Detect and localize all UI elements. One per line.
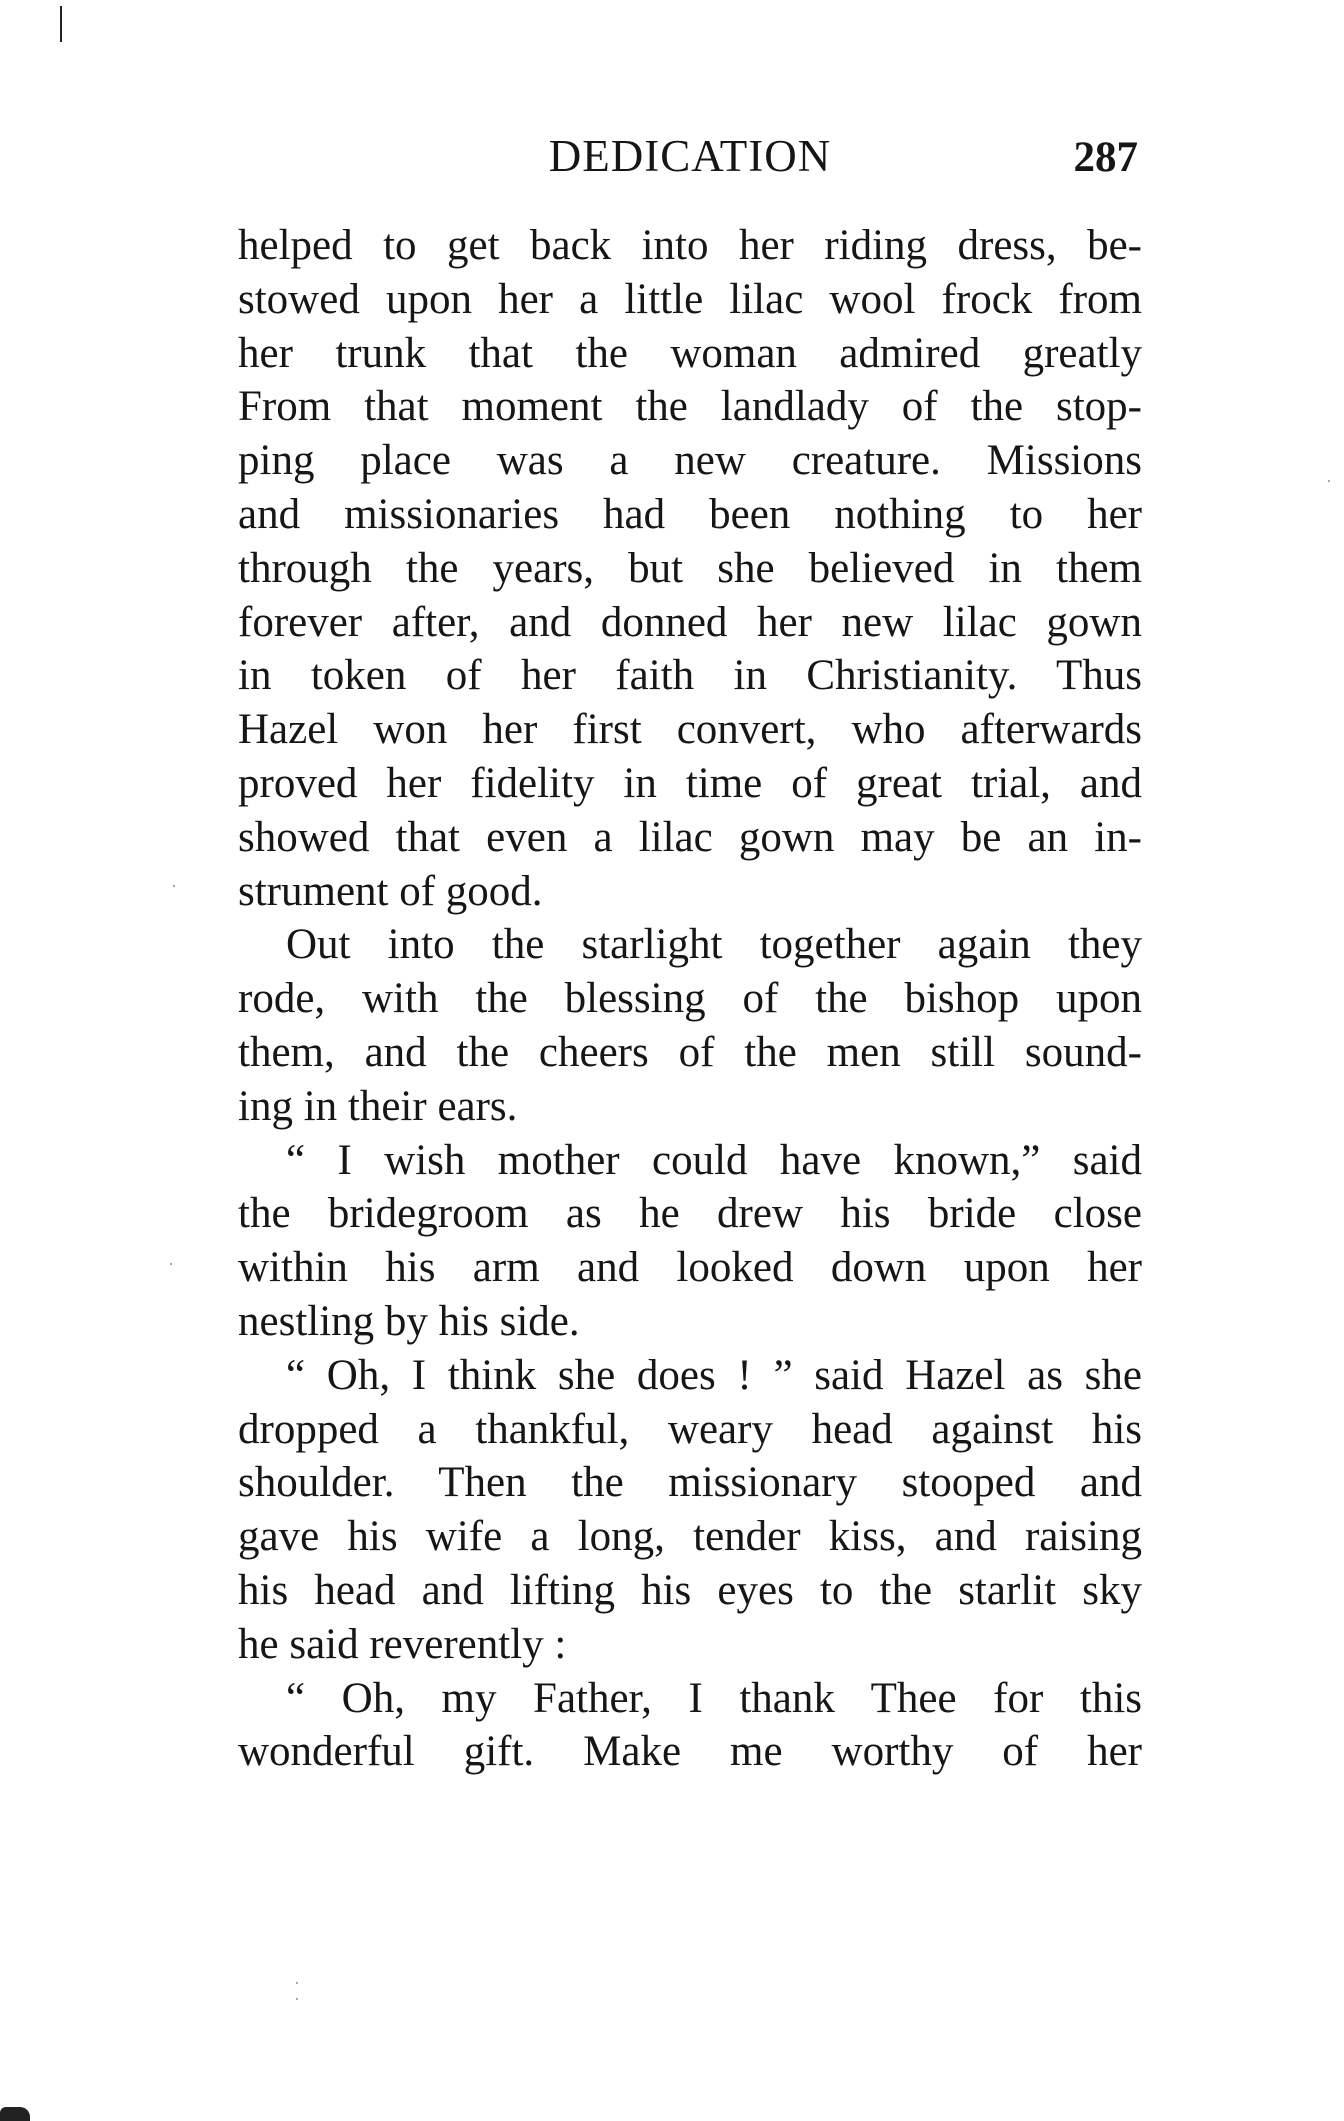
paragraph <box>238 1134 1142 1349</box>
page-number: 287 <box>1073 134 1138 181</box>
text-line: wonderful gift. Make me worthy of her <box>238 1728 1142 1776</box>
paragraph <box>238 918 1142 1133</box>
text-line: “ Oh, I think she does ! ” said Hazel as she <box>286 1351 1142 1399</box>
text-line: Out into the starlight together again they <box>286 921 1142 969</box>
text-line: gave his wife a long, tender kiss, and raising <box>238 1513 1142 1561</box>
text-line: helped to get back into her riding dress, be- <box>238 222 1142 269</box>
text-line: shoulder. Then the missionary stooped and <box>238 1459 1142 1507</box>
text-line: From that moment the landlady of the stop- <box>238 383 1142 431</box>
text-line: Hazel won her first convert, who afterwards <box>238 706 1142 754</box>
text-line: dropped a thankful, weary head against his <box>238 1405 1142 1453</box>
scan-edge-mark <box>60 6 62 42</box>
text-line: and missionaries had been nothing to her <box>238 490 1142 538</box>
text-line: “ I wish mother could have known,” said <box>286 1136 1142 1184</box>
text-line: within his arm and looked down upon her <box>238 1244 1142 1292</box>
running-head <box>238 128 1142 184</box>
text-line: “ Oh, my Father, I thank Thee for this <box>286 1674 1142 1722</box>
text-line: forever after, and donned her new lilac gown <box>238 598 1142 646</box>
text-line: ing in their ears. <box>238 1082 518 1130</box>
body-text <box>238 219 1142 1779</box>
text-line: rode, with the blessing of the bishop upon <box>238 975 1142 1023</box>
scan-speck <box>170 1263 172 1265</box>
scan-speck <box>173 885 175 887</box>
text-line: them, and the cheers of the men still sound- <box>238 1028 1142 1076</box>
text-line: his head and lifting his eyes to the starlit sky <box>238 1566 1142 1614</box>
text-line: through the years, but she believed in them <box>238 544 1142 592</box>
text-line: in token of her faith in Christianity. Thus <box>238 652 1142 700</box>
text-line: the bridegroom as he drew his bride close <box>238 1190 1142 1238</box>
text-line: proved her fidelity in time of great trial, and <box>238 759 1142 807</box>
text-line: ping place was a new creature. Missions <box>238 437 1142 485</box>
scan-corner-blot <box>0 2107 30 2121</box>
paragraph <box>238 1349 1142 1672</box>
text-line: strument of good. <box>238 867 543 915</box>
text-line: he said reverently : <box>238 1620 567 1668</box>
text-line: showed that even a lilac gown may be an in- <box>238 813 1142 861</box>
scan-speck <box>296 1998 298 2000</box>
text-line: her trunk that the woman admired greatly <box>238 329 1142 377</box>
scan-speck <box>296 1982 298 1984</box>
text-line: stowed upon her a little lilac wool frock from <box>238 275 1142 323</box>
text-line: nestling by his side. <box>238 1297 580 1345</box>
running-title: DEDICATION <box>548 131 832 181</box>
paragraph <box>238 219 1142 918</box>
paragraph <box>238 1672 1142 1780</box>
scan-speck <box>1328 480 1330 482</box>
